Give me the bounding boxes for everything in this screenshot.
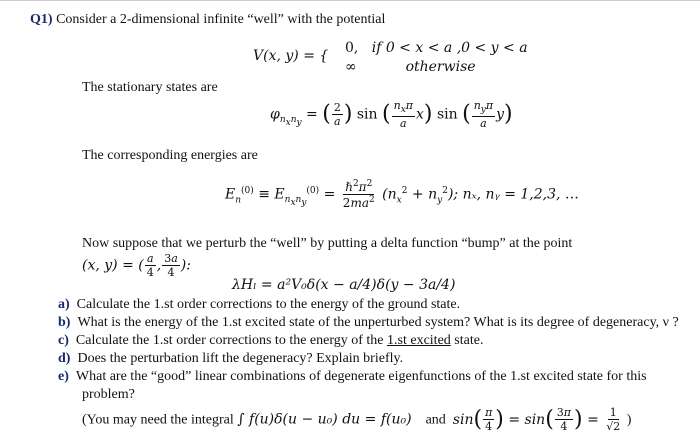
part-e-line2: problem?	[82, 387, 135, 402]
energies-equation: $E_n^{(0)} \equiv E_{n_xn_y}^{(0)}$ = $\frac{\hbar^2\pi^2}{2ma^2}$ $(n_x^2 + n_y^2)$; nₓ, nᵧ = 1,2,3, …	[225, 179, 579, 210]
hint-and: and	[425, 412, 446, 428]
part-c-letter: c)	[58, 333, 69, 348]
question-intro: Consider a 2-dimensional infinite “well” with the potential	[56, 12, 386, 27]
part-a-letter: a)	[58, 297, 70, 312]
hint-line	[82, 407, 631, 432]
question-header	[30, 12, 385, 28]
potential-case1-value: 0,	[345, 40, 359, 56]
part-a	[58, 297, 460, 313]
potential-case-1	[345, 40, 528, 56]
top-border	[0, 0, 700, 1]
hint-sin-identity: sin( $\frac{\pi}{4}$ ) = sin( $\frac{3\pi}{4}$ ) = $\frac{1}{√2}$	[452, 406, 621, 433]
part-e-text: What are the “good” linear combinations of degenerate eigenfunctions of the 1.st excited state for this	[75, 369, 647, 384]
point-equation: (x, y) = ( $\frac{a}{4}$ , $\frac{3a}{4}$ ):	[82, 252, 191, 279]
potential-equation	[253, 48, 328, 64]
part-b	[58, 315, 679, 331]
part-b-letter: b)	[58, 315, 71, 330]
part-d-text: Does the perturbation lift the degeneracy? Explain briefly.	[77, 351, 404, 366]
question-number: Q1)	[30, 12, 53, 27]
part-e-letter: e)	[58, 369, 69, 384]
potential-lhs: V(x, y) = {	[253, 48, 329, 64]
part-c-text-underlined: 1.st excited	[387, 333, 451, 348]
part-b-text: What is the energy of the 1.st excited state of the unperturbed system? What is its degree of degeneracy, ν ?	[77, 315, 679, 330]
hint-integral: ∫ f(u)δ(u − u₀) du = f(u₀)	[237, 411, 412, 428]
part-e	[58, 369, 647, 385]
potential-case-2	[345, 59, 476, 75]
energy-range: ; nₓ, nᵧ = 1,2,3, …	[453, 186, 579, 203]
part-d-letter: d)	[58, 351, 71, 366]
part-c-text-before: Calculate the 1.st order corrections to the energy of the	[75, 333, 388, 348]
part-c	[58, 333, 483, 349]
part-c-text-after: state.	[450, 333, 484, 348]
point-lhs: (x, y) = (	[82, 257, 144, 274]
perturbation-hamiltonian: λHₗ = a²V₀δ(x − a/4)δ(y − 3a/4)	[232, 277, 456, 293]
stationary-equation: $\varphi_{n_xn_y}$ = ( $\frac{2}{a}$ ) sin ( $\frac{n_x\pi}{a}$ x) sin ( $\frac{n_y\pi}{a}$ y)	[270, 99, 513, 131]
part-d	[58, 351, 403, 367]
potential-case1-cond: if 0 < x < a ,0 < y < a	[371, 40, 528, 56]
hint-suffix: )	[626, 412, 632, 428]
perturb-text: Now suppose that we perturb the “well” by putting a delta function “bump” at the point	[82, 236, 573, 251]
stationary-label: The stationary states are	[82, 80, 218, 95]
hint-prefix: (You may need the integral	[82, 412, 234, 428]
potential-case2-cond: otherwise	[405, 59, 476, 75]
energies-label: The corresponding energies are	[82, 148, 258, 163]
part-a-text: Calculate the 1.st order corrections to the energy of the ground state.	[76, 297, 461, 312]
potential-case2-value: ∞	[345, 59, 357, 75]
